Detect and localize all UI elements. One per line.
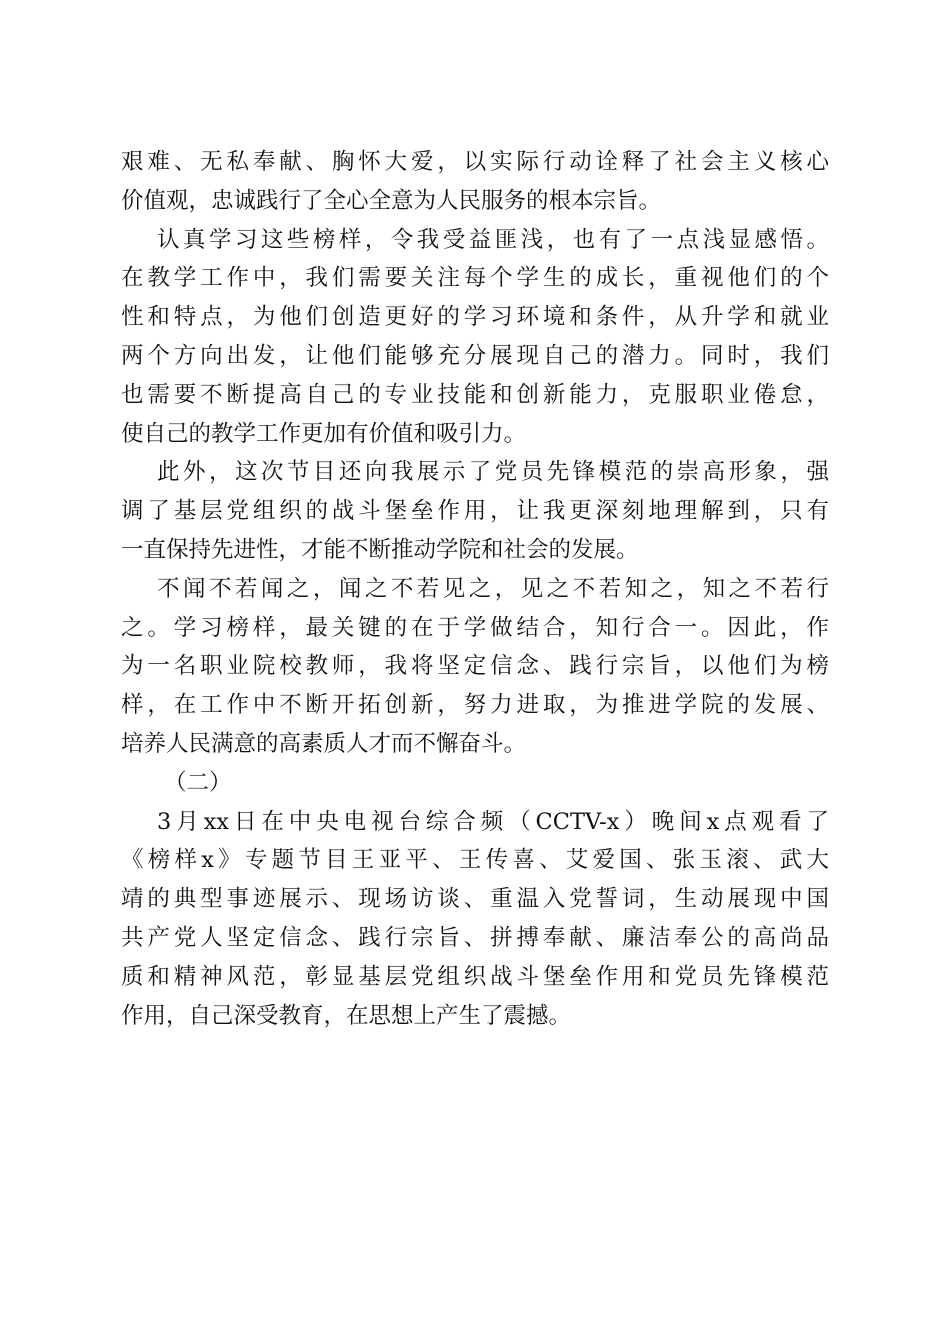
paragraph-line: 为一名职业院校教师，我将坚定信念、践行宗旨，以他们为榜 [121, 653, 829, 680]
paragraph-line: 认真学习这些榜样，令我受益匪浅，也有了一点浅显感悟。 [157, 226, 829, 253]
paragraph-line: 性和特点，为他们创造更好的学习环境和条件，从升学和就业 [121, 304, 829, 331]
paragraph-line: 一直保持先进性，才能不断推动学院和社会的发展。 [121, 536, 639, 563]
paragraph-line: 质和精神风范，彰显基层党组织战斗堡垒作用和党员先锋模范 [121, 963, 829, 990]
paragraph-5 [121, 803, 829, 1036]
paragraph-line: 靖的典型事迹展示、现场访谈、重温入党誓词，生动展现中国 [121, 886, 829, 913]
paragraph-line: 两个方向出发，让他们能够充分展现自己的潜力。同时，我们 [121, 342, 829, 369]
paragraph-line: 使自己的教学工作更加有价值和吸引力。 [121, 420, 527, 447]
section-heading-text: （二） [164, 769, 232, 796]
paragraph-line: 作用，自己深受教育，在思想上产生了震撼。 [121, 1002, 572, 1029]
paragraph-line: 调了基层党组织的战斗堡垒作用，让我更深刻地理解到，只有 [121, 498, 829, 525]
paragraph-4 [121, 570, 829, 764]
paragraph-2 [121, 221, 829, 454]
paragraph-line: 之。学习榜样，最关键的在于学做结合，知行合一。因此，作 [121, 614, 829, 641]
paragraph-line: 共产党人坚定信念、践行宗旨、拼搏奉献、廉洁奉公的高尚品 [121, 924, 829, 951]
paragraph-line: 此外，这次节目还向我展示了党员先锋模范的崇高形象，强 [157, 459, 829, 486]
paragraph-line: 在教学工作中，我们需要关注每个学生的成长，重视他们的个 [121, 265, 829, 292]
document-page [121, 143, 829, 1035]
paragraph-line: 不闻不若闻之，闻之不若见之，见之不若知之，知之不若行 [157, 575, 829, 602]
paragraph-line: 培养人民满意的高素质人才而不懈奋斗。 [121, 730, 527, 757]
paragraph-line: 3月xx日在中央电视台综合频（CCTV-x）晚间x点观看了 [157, 808, 829, 835]
paragraph-1 [121, 143, 829, 221]
section-heading [121, 764, 829, 803]
paragraph-3 [121, 453, 829, 569]
paragraph-line: 《榜样x》专题节目王亚平、王传喜、艾爱国、张玉滚、武大 [121, 847, 829, 874]
paragraph-line: 也需要不断提高自己的专业技能和创新能力，克服职业倦怠， [121, 381, 829, 408]
paragraph-line: 样，在工作中不断开拓创新，努力进取，为推进学院的发展、 [121, 692, 829, 719]
paragraph-line: 艰难、无私奉献、胸怀大爱，以实际行动诠释了社会主义核心 [121, 149, 829, 175]
paragraph-line: 价值观，忠诚践行了全心全意为人民服务的根本宗旨。 [121, 187, 662, 214]
